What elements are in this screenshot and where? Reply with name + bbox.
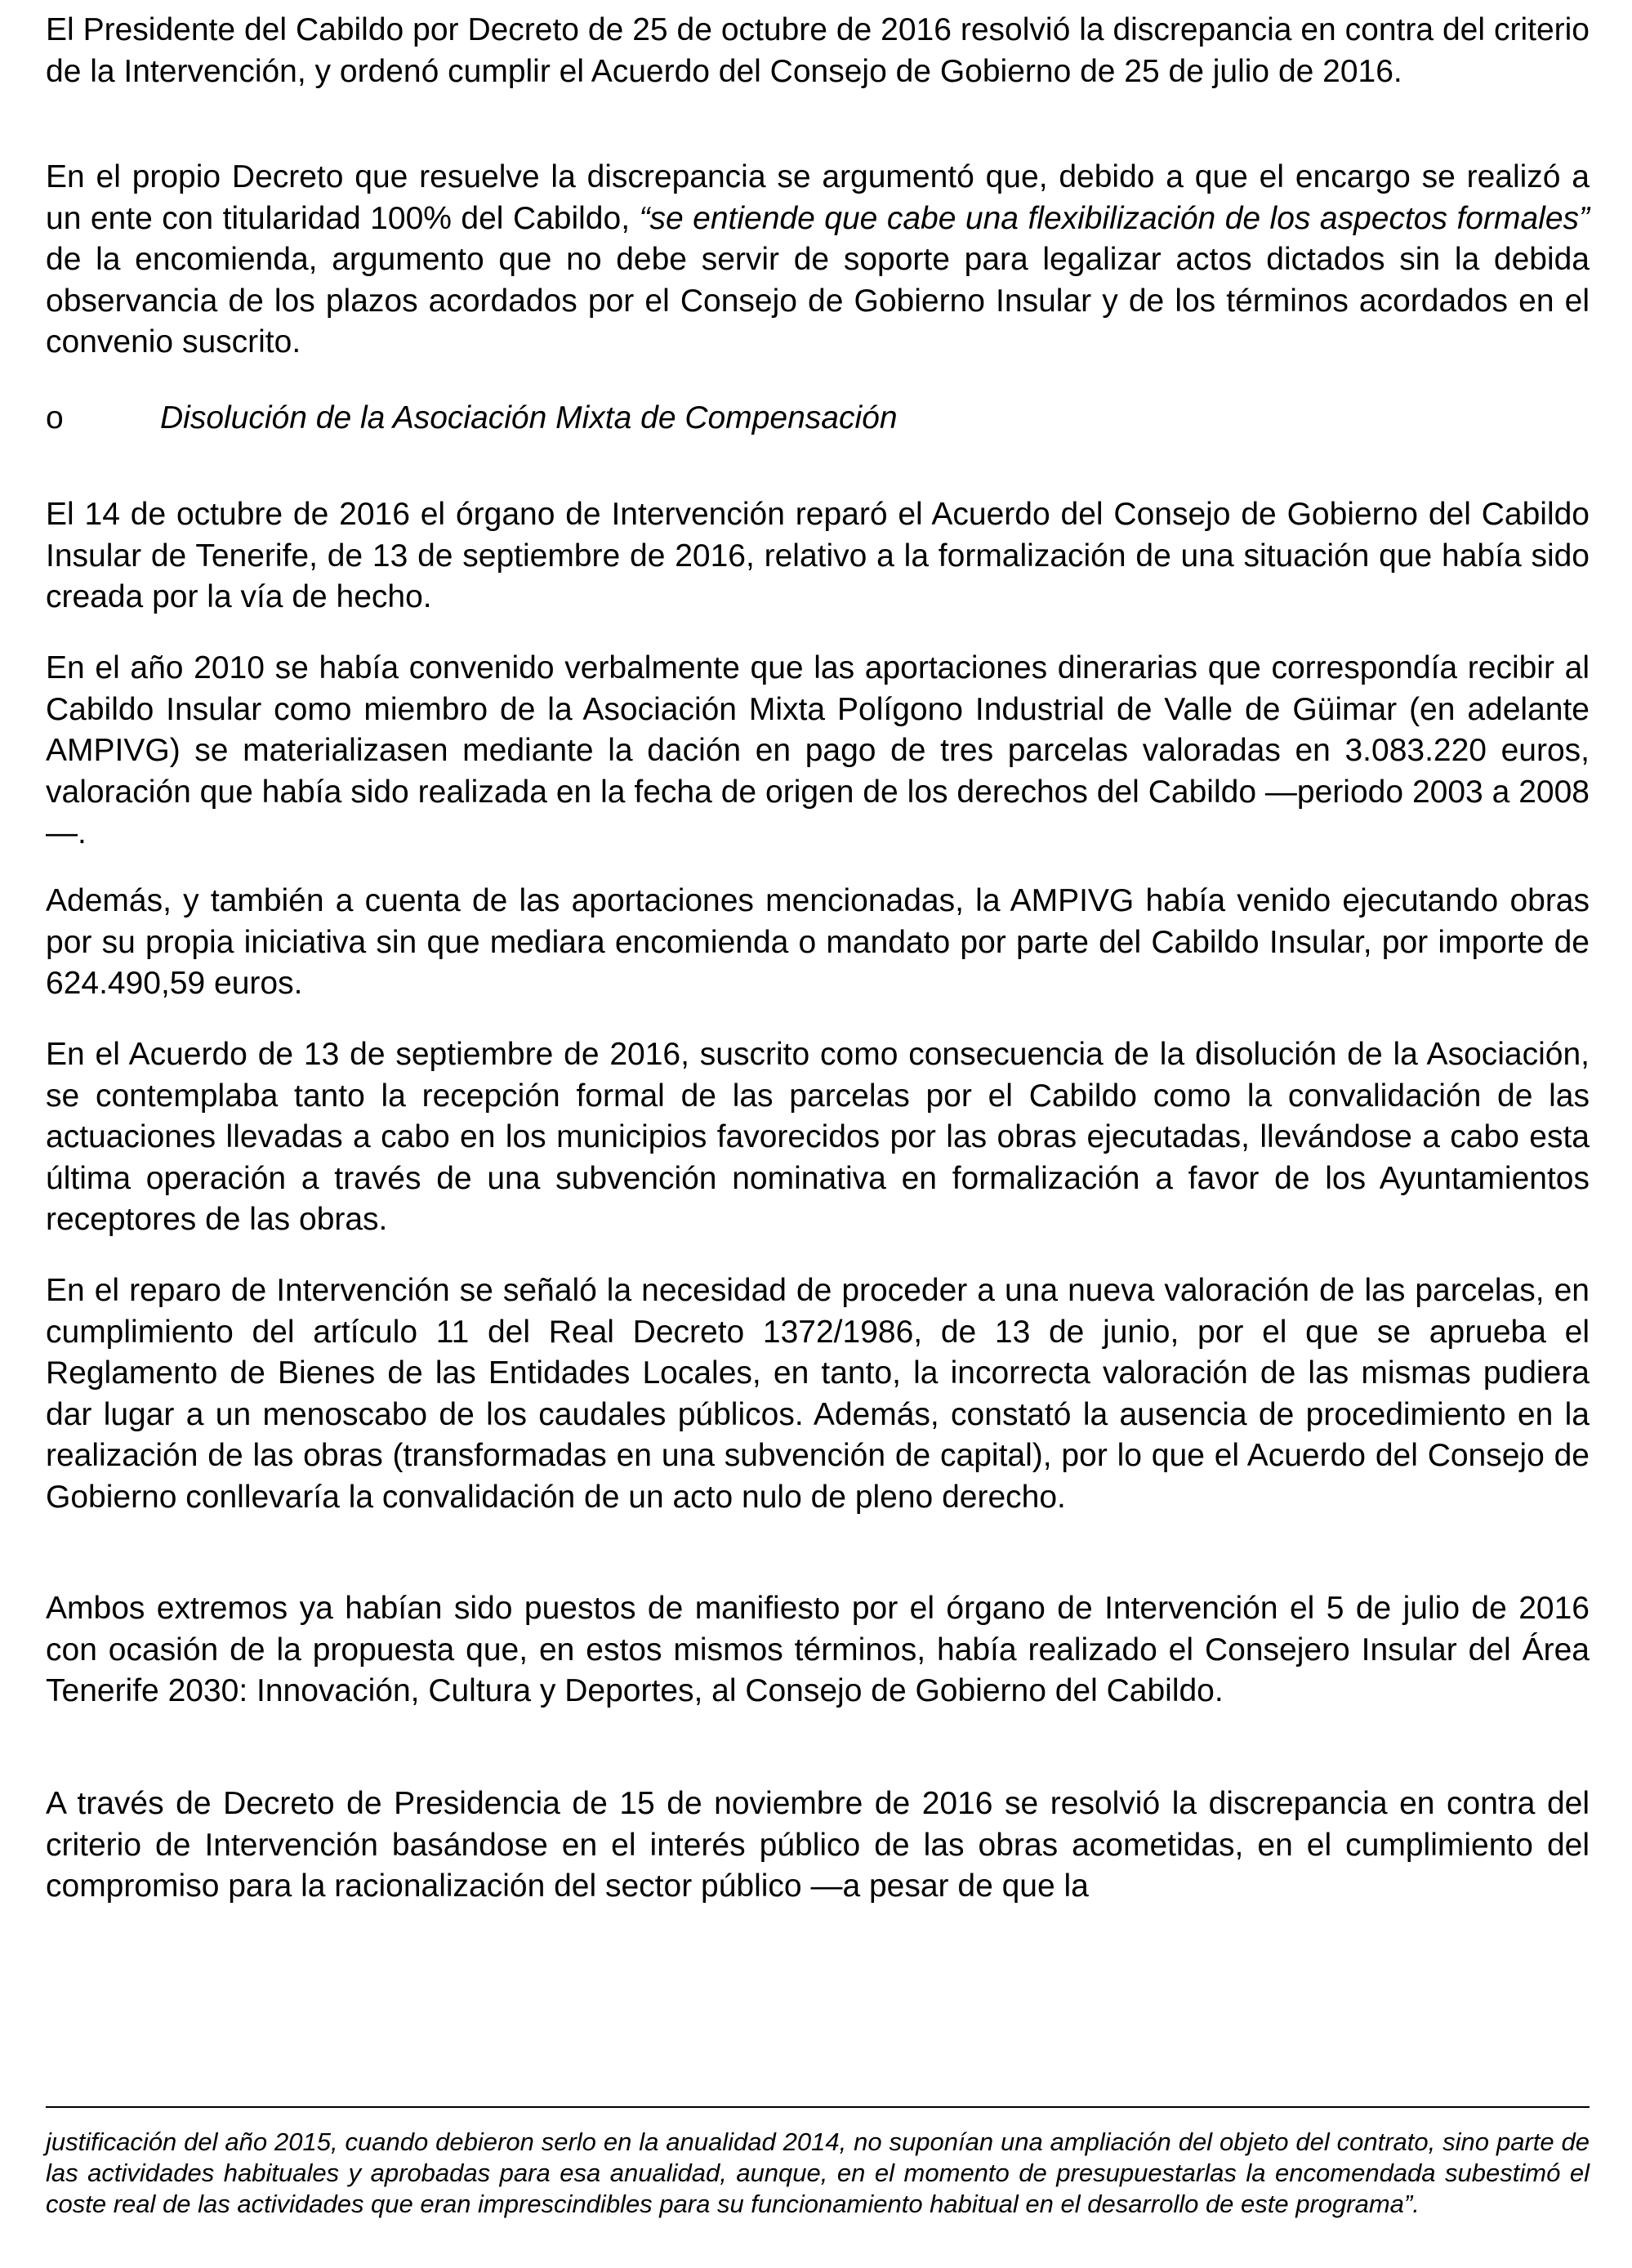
paragraph-decreto-noviembre: A través de Decreto de Presidencia de 15 de noviembre de 2016 se resolvió la discrepancia en contra del criterio de Intervención basándose en el interés público de las obras acometidas, en el cumplimiento del compromiso para la racionalización del sector público —a pesar de que la	[46, 1786, 1590, 1904]
document-page	[46, 0, 1590, 2268]
paragraph-acuerdo-septiembre: En el Acuerdo de 13 de septiembre de 2016, suscrito como consecuencia de la disolución de la Asociación, se contemplaba tanto la recepción formal de las parcelas por el Cabildo como la convalidación de las actuaciones llevadas a cabo en los municipios favorecidos por las obras ejecutadas, llevándose a cabo esta última operación a través de una subvención nominativa en formalización a favor de los Ayuntamientos receptores de las obras.	[46, 1037, 1590, 1237]
paragraph-reparo-intervencion: En el reparo de Intervención se señaló la necesidad de proceder a una nueva valoración de las parcelas, en cumplimiento del artículo 11 del Real Decreto 1372/1986, de 13 de junio, por el que se aprueba el Reglamento de Bienes de las Entidades Locales, en tanto, la incorrecta valoración de las mismas pudiera dar lugar a un menoscabo de los caudales públicos. Además, constató la ausencia de procedimiento en la realización de las obras (transformadas en una subvención de capital), por lo que el Acuerdo del Consejo de Gobierno conllevaría la convalidación de un acto nulo de pleno derecho.	[46, 1273, 1590, 1515]
footnote-text: justificación del año 2015, cuando debieron serlo en la anualidad 2014, no suponían una ampliación del objeto del contrato, sino parte de las actividades habituales y aprobadas para esa anualidad, aunque, en el momento de presupuestarlas la encomendada subestimó el coste real de las actividades que eran imprescindibles para su funcionamiento habitual en el desarrollo de este programa”.	[46, 2127, 1590, 2218]
paragraph-ano-2010: En el año 2010 se había convenido verbalmente que las aportaciones dinerarias que correspondía recibir al Cabildo Insular como miembro de la Asociación Mixta Polígono Industrial de Valle de Güimar (en adelante AMPIVG) se materializasen mediante la dación en pago de tres parcelas valoradas en 3.083.220 euros, valoración que había sido realizada en la fecha de origen de los derechos del Cabildo —periodo 2003 a 2008—.	[46, 650, 1590, 850]
bullet-marker: o	[46, 400, 64, 435]
paragraph-obras-ampivg: Además, y también a cuenta de las aportaciones mencionadas, la AMPIVG había venido ejecutando obras por su propia iniciativa sin que mediara encomienda o mandato por parte del Cabildo Insular, por importe de 624.490,59 euros.	[46, 883, 1590, 1001]
paragraph-decreto-octubre: El Presidente del Cabildo por Decreto de 25 de octubre de 2016 resolvió la discrepancia en contra del criterio de la Intervención, y ordenó cumplir el Acuerdo del Consejo de Gobierno de 25 de julio de 2016.	[46, 12, 1590, 89]
paragraph-text: En el propio Decreto que resuelve la discrepancia se argumentó que, debido a que el encargo se realizó a un ente con titularidad 100% del Cabildo,	[46, 159, 1590, 236]
footnote-separator	[46, 2106, 1590, 2108]
quoted-text: “se entiende que cabe una flexibilización de los aspectos formales”	[639, 200, 1590, 236]
paragraph-argumento-decreto	[46, 157, 1590, 364]
paragraph-text: de la encomienda, argumento que no debe servir de soporte para legalizar actos dictados sin la debida observancia de los plazos acordados por el Consejo de Gobierno Insular y de los términos acordados en el convenio suscrito.	[46, 242, 1590, 359]
section-heading-title: Disolución de la Asociación Mixta de Compensación	[160, 400, 898, 435]
paragraph-ambos-extremos: Ambos extremos ya habían sido puestos de manifiesto por el órgano de Intervención el 5 de julio de 2016 con ocasión de la propuesta que, en estos mismos términos, había realizado el Consejero Insular del Área Tenerife 2030: Innovación, Cultura y Deportes, al Consejo de Gobierno del Cabildo.	[46, 1591, 1590, 1708]
paragraph-reparo-octubre: El 14 de octubre de 2016 el órgano de Intervención reparó el Acuerdo del Consejo de Gobierno del Cabildo Insular de Tenerife, de 13 de septiembre de 2016, relativo a la formalización de una situación que había sido creada por la vía de hecho.	[46, 497, 1590, 614]
